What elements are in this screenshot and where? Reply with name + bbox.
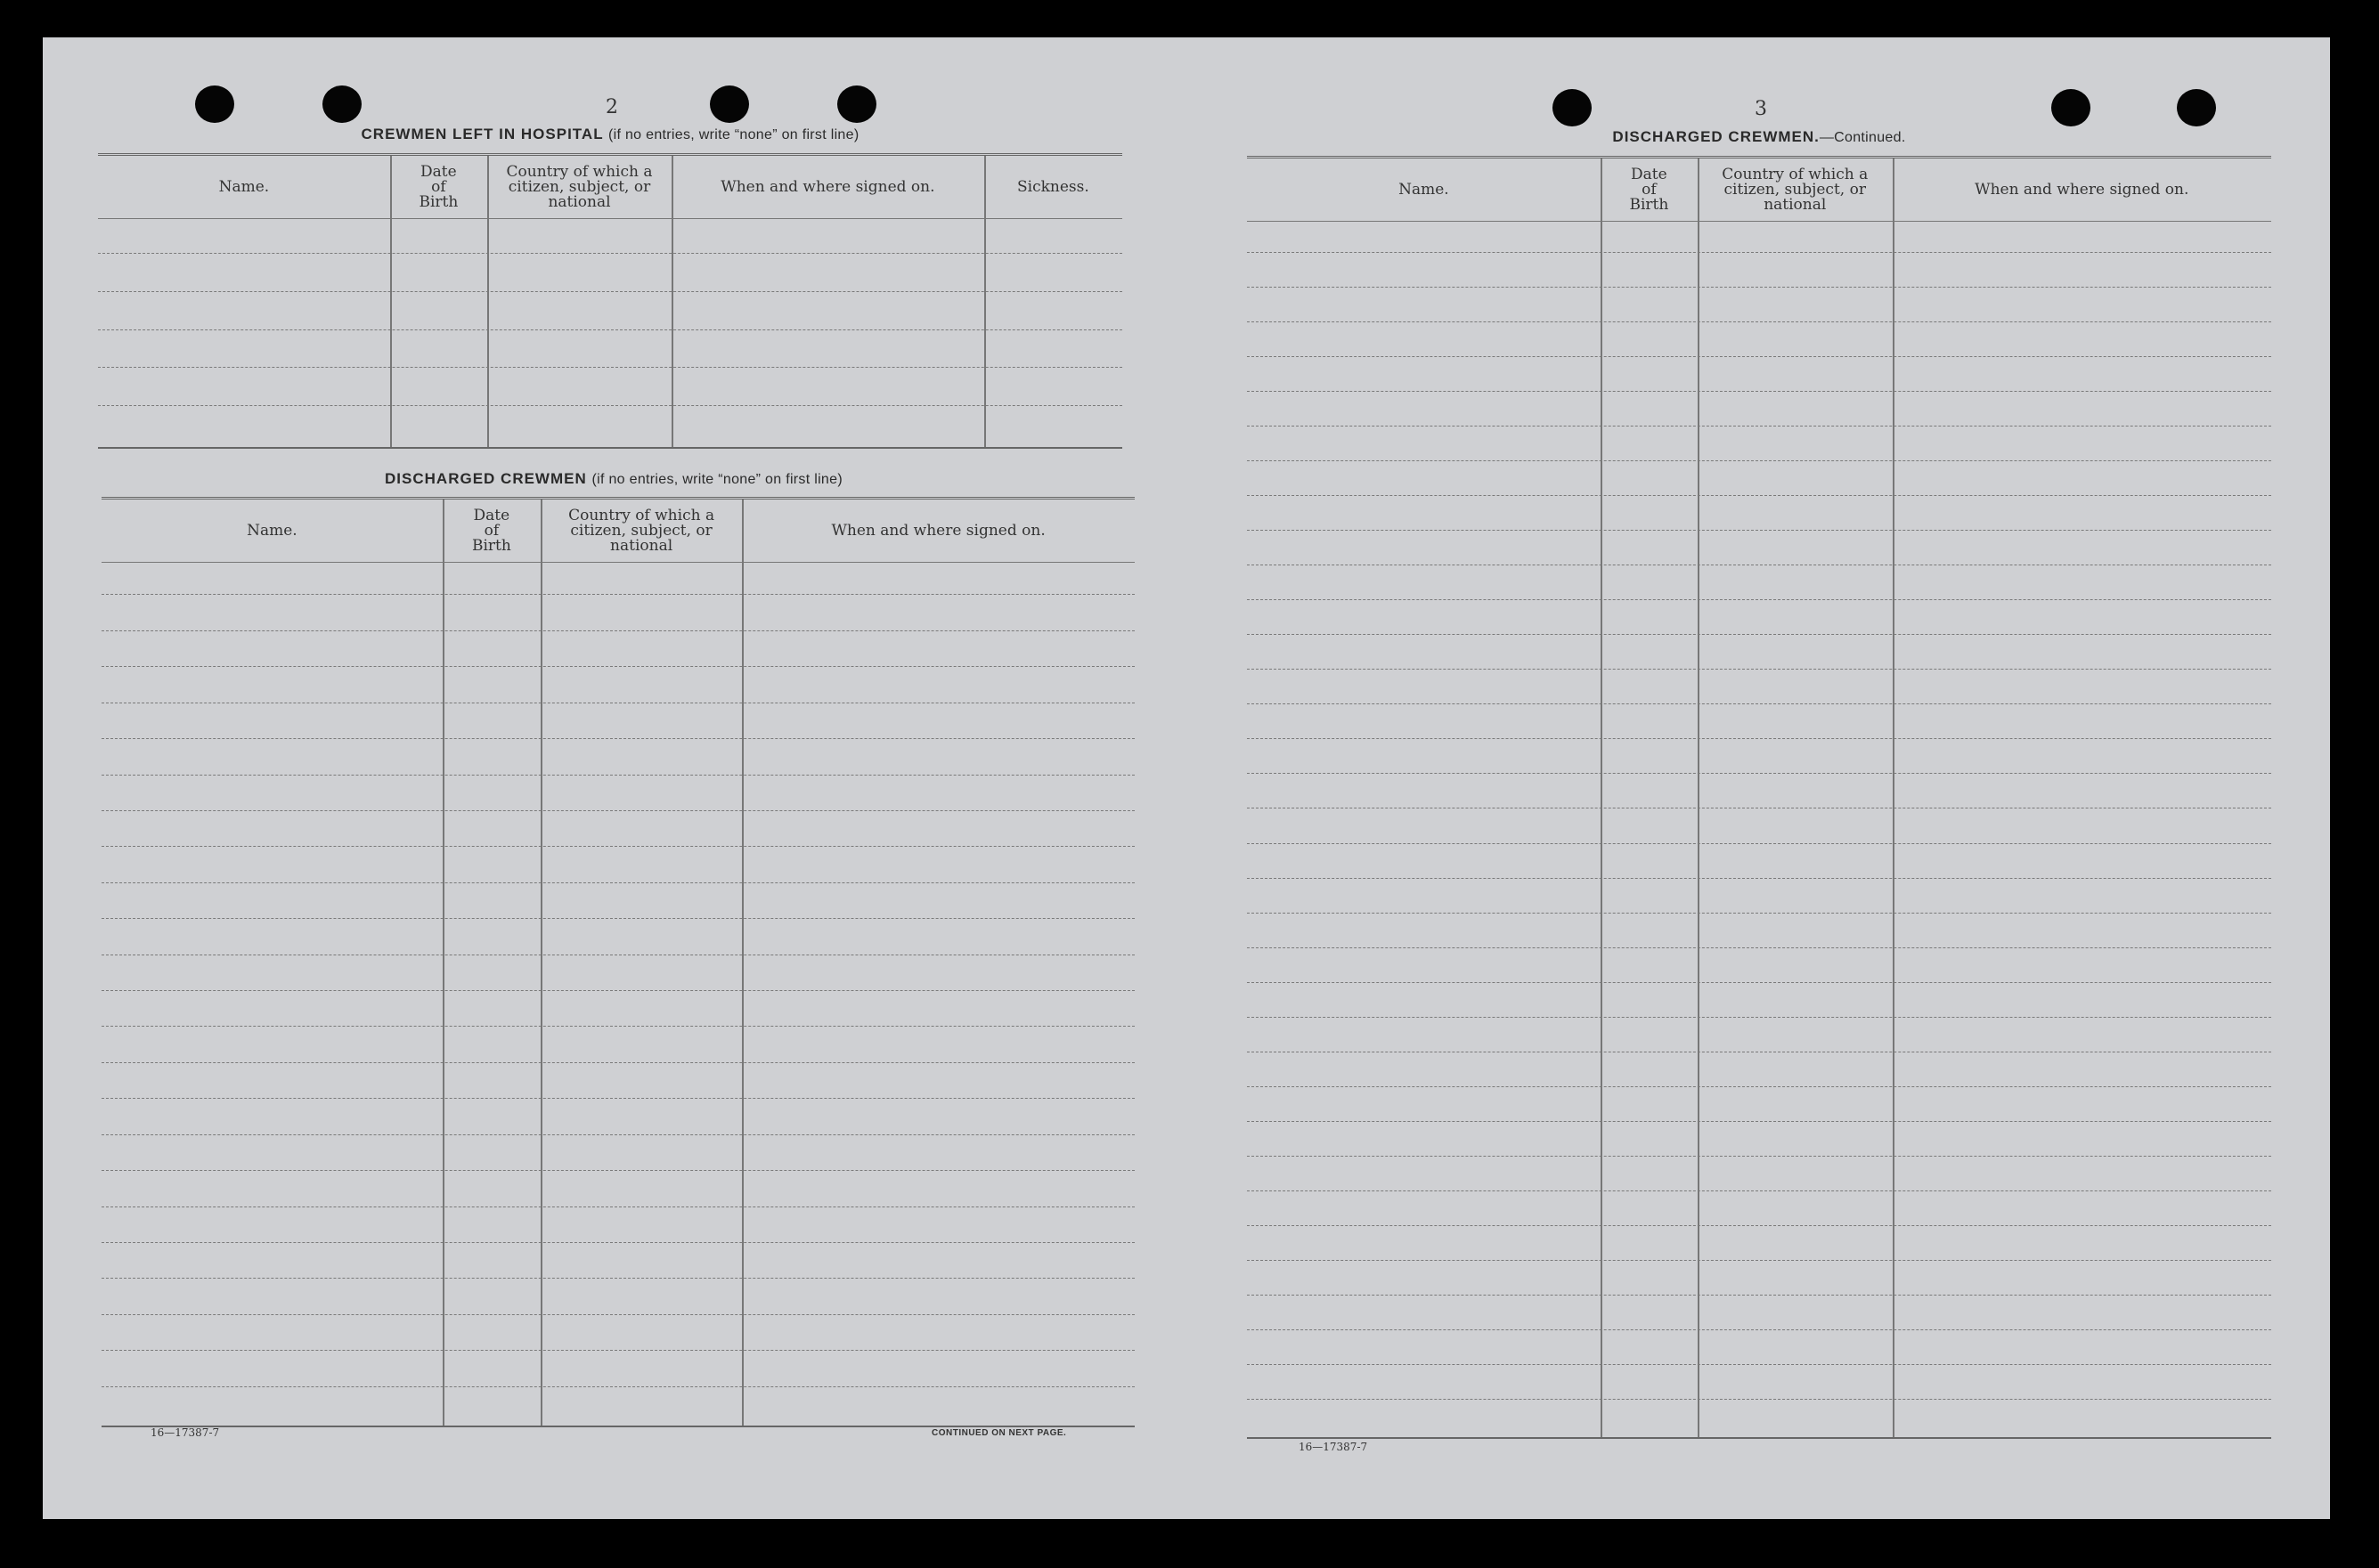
entry-line[interactable] xyxy=(1247,669,2271,670)
entry-line[interactable] xyxy=(1247,426,2271,427)
entry-line[interactable] xyxy=(1247,1260,2271,1261)
entry-line[interactable] xyxy=(1247,1295,2271,1296)
column-header: Date of Birth xyxy=(419,162,459,211)
entry-line[interactable] xyxy=(102,918,1135,919)
form-code-right: 16—17387-7 xyxy=(1299,1441,1368,1453)
entry-line[interactable] xyxy=(102,1098,1135,1099)
entry-line[interactable] xyxy=(1247,321,2271,322)
column-separator xyxy=(1893,158,1894,1437)
punch-hole xyxy=(837,85,876,123)
table-bottom-rule xyxy=(102,1426,1135,1427)
entry-line[interactable] xyxy=(1247,982,2271,983)
entry-line[interactable] xyxy=(98,367,1122,368)
entry-line[interactable] xyxy=(1247,738,2271,739)
entry-line[interactable] xyxy=(102,775,1135,776)
entry-line[interactable] xyxy=(102,594,1135,595)
entry-line[interactable] xyxy=(102,1314,1135,1315)
entry-line[interactable] xyxy=(1247,1190,2271,1191)
column-header: Date of Birth xyxy=(1629,165,1669,214)
column-header: When and where signed on. xyxy=(721,177,935,196)
entry-line[interactable] xyxy=(98,253,1122,254)
entry-line[interactable] xyxy=(102,666,1135,667)
column-header: Name. xyxy=(247,521,297,540)
entry-line[interactable] xyxy=(98,329,1122,330)
entry-line[interactable] xyxy=(1247,530,2271,531)
column-header: When and where signed on. xyxy=(1975,180,2189,199)
entry-line[interactable] xyxy=(102,630,1135,631)
column-header: Name. xyxy=(1398,180,1449,199)
entry-line[interactable] xyxy=(102,990,1135,991)
punch-hole xyxy=(710,85,749,123)
column-header: Country of which a citizen, subject, or national xyxy=(1722,165,1869,214)
table-bottom-rule xyxy=(98,447,1122,449)
column-separator xyxy=(541,500,542,1426)
table-bottom-rule xyxy=(1247,1437,2271,1439)
entry-line[interactable] xyxy=(1247,495,2271,496)
entry-line[interactable] xyxy=(102,1170,1135,1171)
entry-line[interactable] xyxy=(102,882,1135,883)
entry-line[interactable] xyxy=(1247,287,2271,288)
discharged-title-text: DISCHARGED CREWMEN xyxy=(385,470,587,487)
page-number-right: 3 xyxy=(1755,98,1767,120)
column-separator xyxy=(1601,158,1602,1437)
column-separator xyxy=(1698,158,1699,1437)
discharged-continued-note: —Continued. xyxy=(1819,130,1906,145)
entry-line[interactable] xyxy=(1247,356,2271,357)
entry-line[interactable] xyxy=(1247,947,2271,948)
discharged-continued-title xyxy=(1247,128,2271,146)
entry-line[interactable] xyxy=(1247,1399,2271,1400)
entry-line[interactable] xyxy=(1247,878,2271,879)
entry-line[interactable] xyxy=(102,1242,1135,1243)
entry-line[interactable] xyxy=(1247,1364,2271,1365)
entry-line[interactable] xyxy=(102,738,1135,739)
entry-line[interactable] xyxy=(102,1062,1135,1063)
punch-hole xyxy=(322,85,362,123)
entry-line[interactable] xyxy=(1247,1156,2271,1157)
column-separator xyxy=(742,500,744,1426)
entry-line[interactable] xyxy=(102,1386,1135,1387)
entry-line[interactable] xyxy=(1247,391,2271,392)
entry-line[interactable] xyxy=(1247,634,2271,635)
entry-line[interactable] xyxy=(1247,1225,2271,1226)
entry-line[interactable] xyxy=(1247,599,2271,600)
header-rule xyxy=(102,562,1135,563)
entry-line[interactable] xyxy=(1247,460,2271,461)
form-sheet xyxy=(43,37,2330,1519)
entry-line[interactable] xyxy=(1247,913,2271,914)
column-header: Date of Birth xyxy=(471,506,511,555)
entry-line[interactable] xyxy=(102,1350,1135,1351)
entry-line[interactable] xyxy=(102,1206,1135,1207)
entry-line[interactable] xyxy=(102,1026,1135,1027)
continued-note: CONTINUED ON NEXT PAGE. xyxy=(932,1428,1067,1438)
punch-hole xyxy=(1552,89,1592,126)
entry-line[interactable] xyxy=(1247,1121,2271,1122)
column-header: Country of which a citizen, subject, or national xyxy=(506,162,653,211)
column-header: When and where signed on. xyxy=(831,521,1046,540)
hospital-table-title xyxy=(98,126,1122,143)
entry-line[interactable] xyxy=(98,291,1122,292)
entry-line[interactable] xyxy=(102,810,1135,811)
entry-line[interactable] xyxy=(102,1134,1135,1135)
discharged-table-title xyxy=(102,470,1126,488)
entry-line[interactable] xyxy=(1247,1017,2271,1018)
discharged-continued-text: DISCHARGED CREWMEN. xyxy=(1612,128,1820,145)
discharged-title-note: (if no entries, write “none” on first line) xyxy=(591,472,843,487)
entry-line[interactable] xyxy=(102,846,1135,847)
header-rule xyxy=(1247,221,2271,222)
entry-line[interactable] xyxy=(1247,1329,2271,1330)
hospital-table xyxy=(98,153,1122,447)
hospital-title-text: CREWMEN LEFT IN HOSPITAL xyxy=(361,126,604,142)
hospital-title-note: (if no entries, write “none” on first line) xyxy=(608,127,860,142)
entry-line[interactable] xyxy=(1247,843,2271,844)
entry-line[interactable] xyxy=(1247,703,2271,704)
discharged-continued-table xyxy=(1247,156,2271,1437)
column-header: Name. xyxy=(218,177,270,196)
punch-hole xyxy=(2177,89,2216,126)
entry-line[interactable] xyxy=(1247,773,2271,774)
column-header: Country of which a citizen, subject, or national xyxy=(568,506,715,555)
column-separator xyxy=(443,500,444,1426)
entry-line[interactable] xyxy=(1247,252,2271,253)
discharged-table xyxy=(102,497,1135,1426)
punch-hole xyxy=(2051,89,2090,126)
entry-line[interactable] xyxy=(98,405,1122,406)
form-code-left: 16—17387-7 xyxy=(151,1426,220,1439)
punch-hole xyxy=(195,85,234,123)
entry-line[interactable] xyxy=(102,1278,1135,1279)
page-number-left: 2 xyxy=(606,96,618,118)
entry-line[interactable] xyxy=(1247,1086,2271,1087)
column-header: Sickness. xyxy=(1016,177,1089,196)
header-rule xyxy=(98,218,1122,219)
